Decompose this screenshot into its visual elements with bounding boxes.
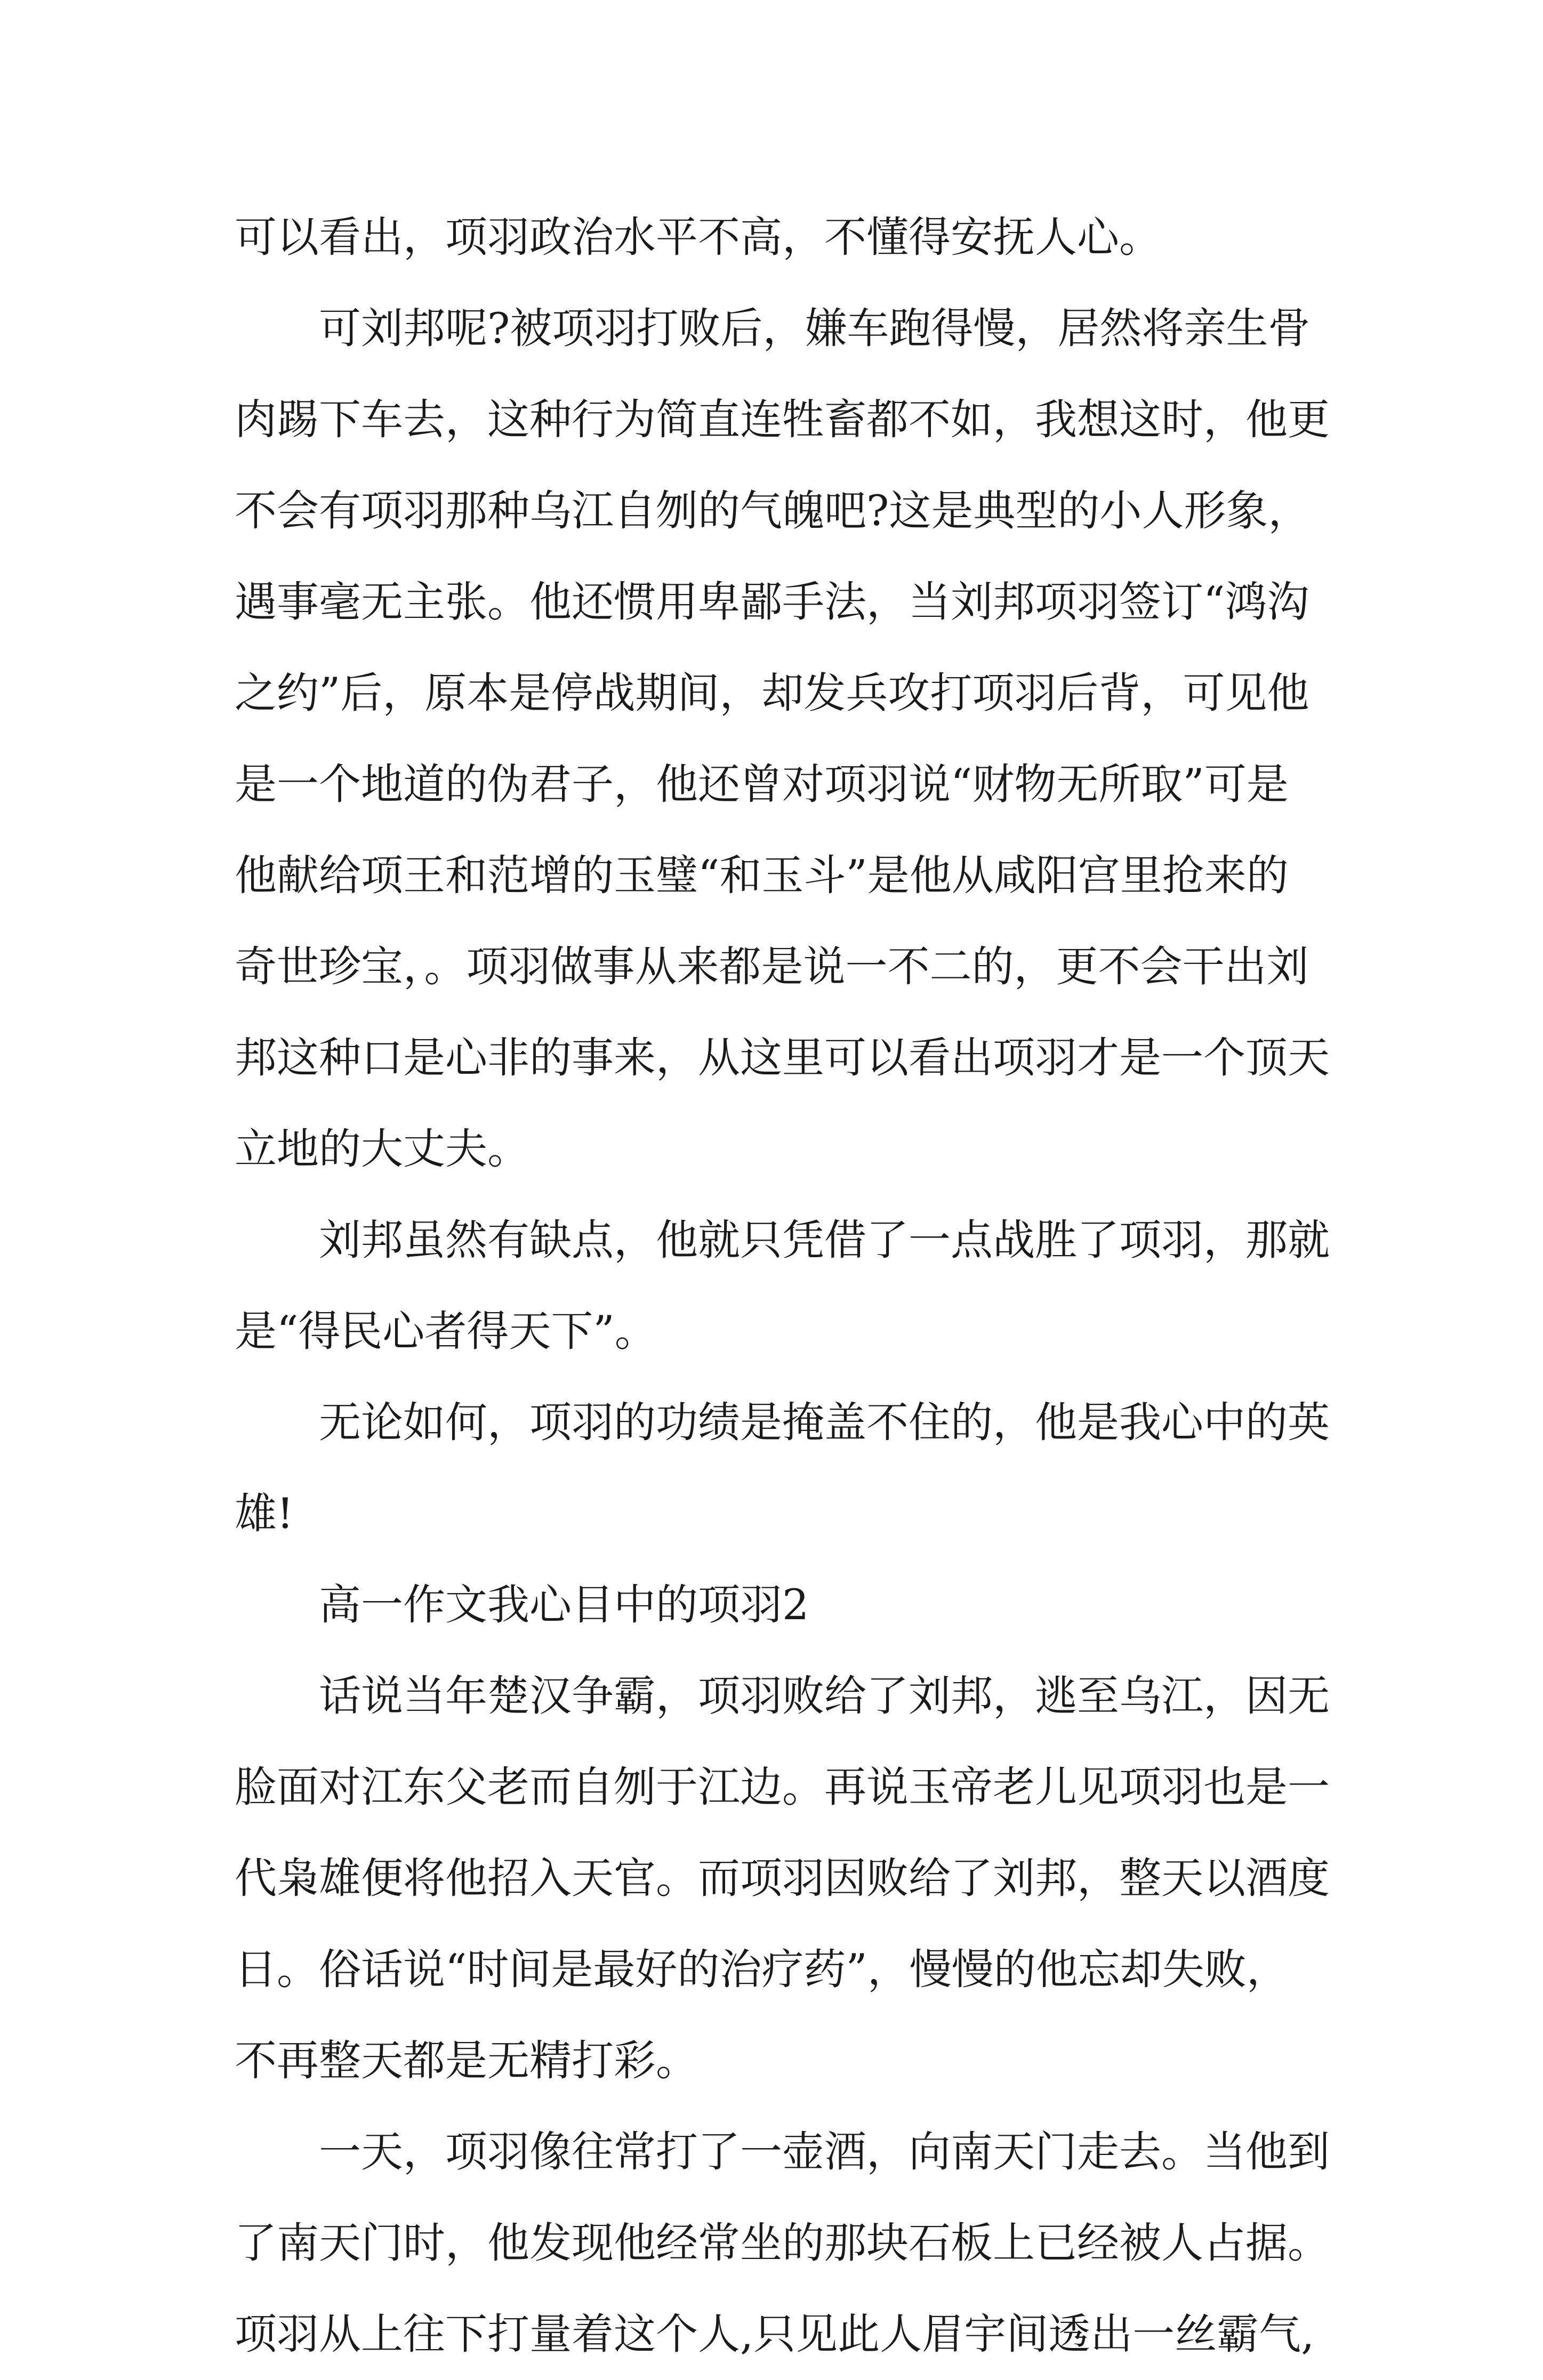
- text-line: 不会有项羽那种乌江自刎的气魄吧?这是典型的小人形象，: [235, 486, 1311, 535]
- text-line: 话说当年楚汉争霸，项羽败给了刘邦，逃至乌江，因无: [319, 1671, 1330, 1720]
- text-line: 脸面对江东父老而自刎于江边。再说玉帝老儿见项羽也是一: [235, 1763, 1330, 1812]
- text-line: 是“得民心者得天下”。: [235, 1307, 657, 1356]
- text-line: 项羽从上往下打量着这个人,只见此人眉宇间透出一丝霸气,: [235, 2310, 1315, 2359]
- text-line: 日。俗话说“时间是最好的治疗药”，慢慢的他忘却失败，: [235, 1945, 1289, 1994]
- text-line: 可刘邦呢?被项羽打败后，嫌车跑得慢，居然将亲生骨: [319, 304, 1311, 353]
- text-line: 之约”后，原本是停战期间，却发兵攻打项羽后背，可见他: [235, 669, 1309, 718]
- text-line: 肉踢下车去，这种行为简直连牲畜都不如，我想这时，他更: [235, 395, 1330, 444]
- text-line: 他献给项王和范增的玉璧“和玉斗”是他从咸阳宫里抢来的: [235, 851, 1289, 900]
- text-line: 是一个地道的伪君子，他还曾对项羽说“财物无所取”可是: [235, 760, 1289, 809]
- text-line: 了南天门时，他发现他经常坐的那块石板上已经被人占据。: [235, 2218, 1330, 2268]
- text-line: 雄!: [235, 1489, 294, 1538]
- text-line: 奇世珍宝，。项羽做事从来都是说一不二的，更不会干出刘: [235, 942, 1309, 991]
- text-line: 无论如何，项羽的功绩是掩盖不住的，他是我心中的英: [319, 1398, 1330, 1447]
- text-line: 邦这种口是心非的事来，从这里可以看出项羽才是一个顶天: [235, 1033, 1330, 1082]
- text-line: 立地的大丈夫。: [235, 1124, 529, 1173]
- text-line: 不再整天都是无精打彩。: [235, 2036, 698, 2085]
- text-line: 代枭雄便将他招入天官。而项羽因败给了刘邦，整天以酒度: [235, 1854, 1330, 1903]
- text-line: 高一作文我心目中的项羽2: [319, 1580, 809, 1629]
- text-line: 遇事毫无主张。他还惯用卑鄙手法，当刘邦项羽签订“鸿沟: [235, 577, 1309, 626]
- document-body: [235, 192, 1330, 2380]
- text-line: 刘邦虽然有缺点，他就只凭借了一点战胜了项羽，那就: [319, 1216, 1330, 1265]
- text-line: 可以看出，项羽政治水平不高，不懂得安抚人心。: [235, 213, 1161, 262]
- text-line: 一天，项羽像往常打了一壶酒，向南天门走去。当他到: [319, 2127, 1330, 2176]
